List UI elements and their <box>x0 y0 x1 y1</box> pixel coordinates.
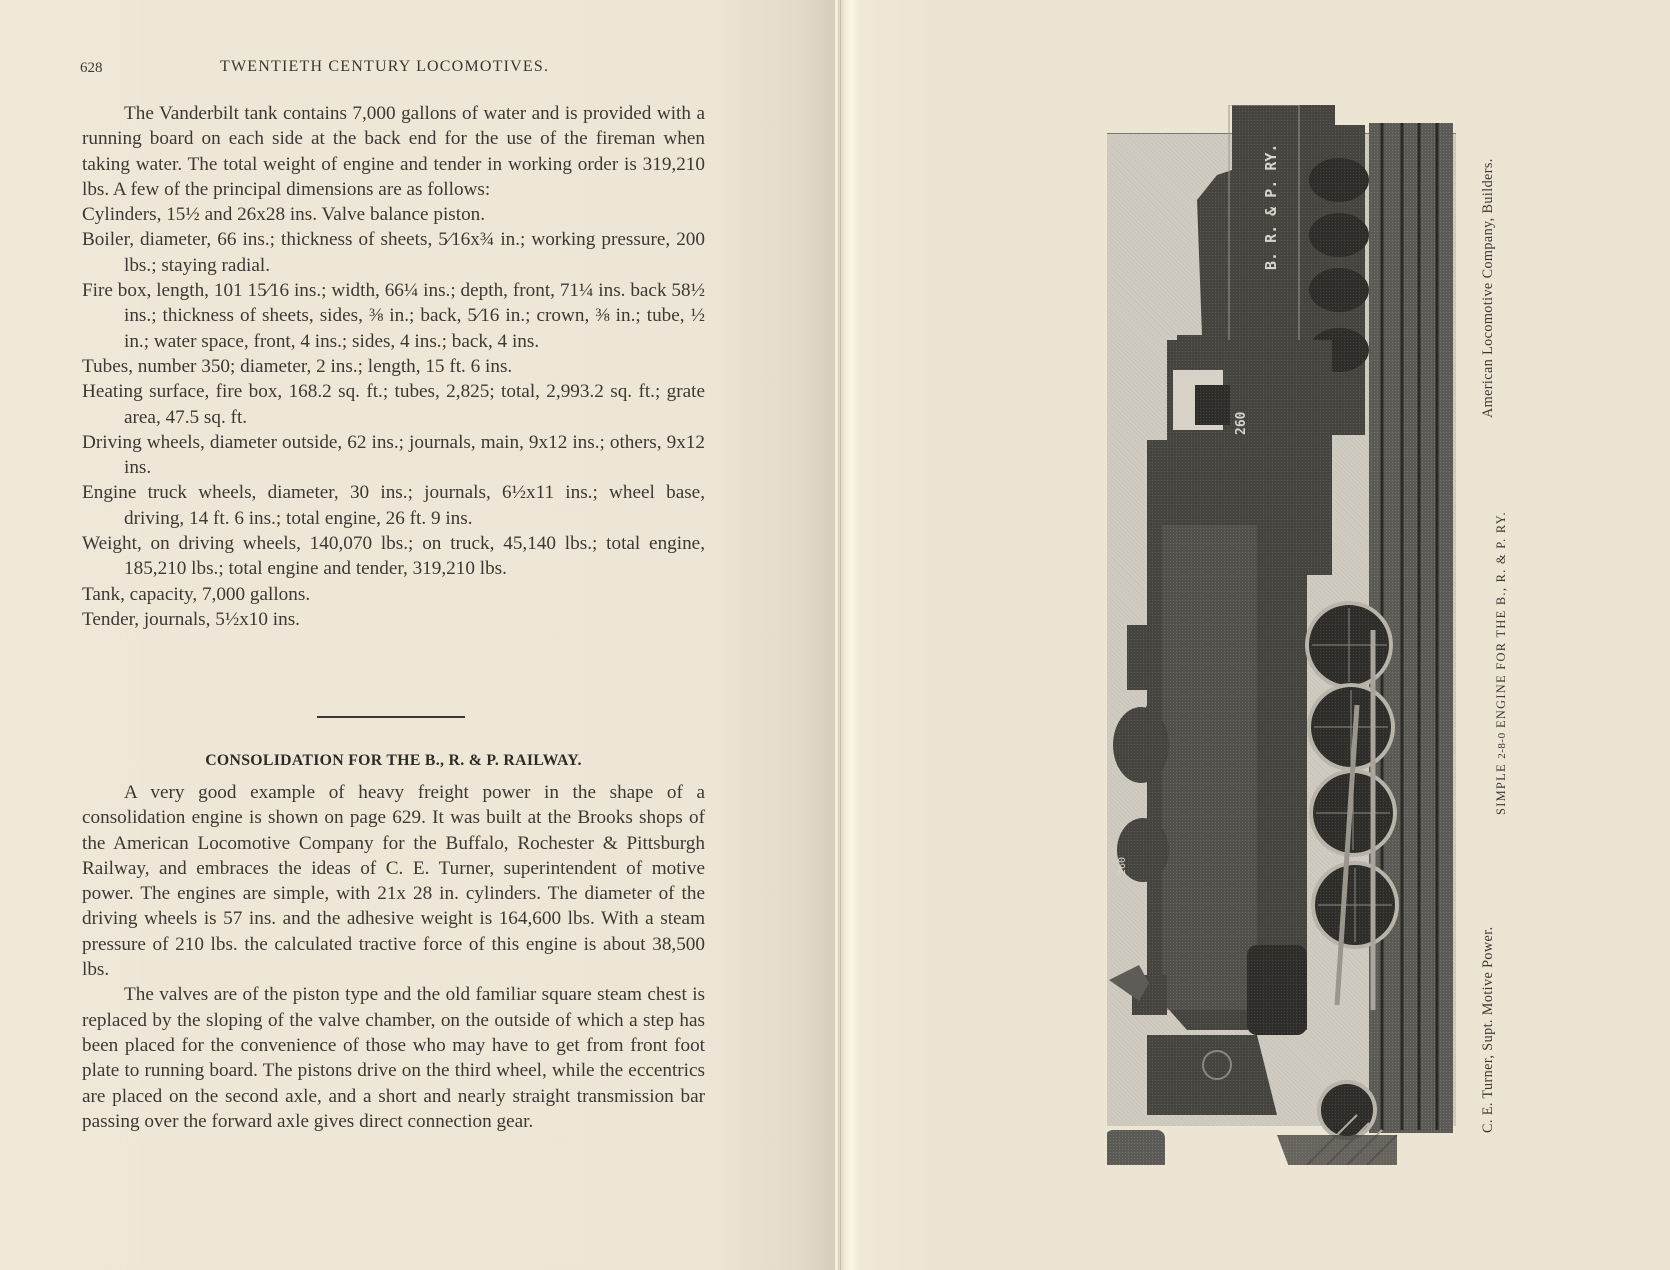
section-heading: CONSOLIDATION FOR THE B., R. & P. RAILWAY. <box>205 752 582 769</box>
book-gutter <box>838 0 862 1270</box>
spec-boiler: Boiler, diameter, 66 ins.; thickness of sheets, 5⁄16x¾ in.; working pressure, 200 lbs.; staying radial. <box>82 229 705 276</box>
locomotive-photo <box>1107 105 1459 1165</box>
spec-driving-wheels: Driving wheels, diameter outside, 62 ins.; journals, main, 9x12 ins.; others, 9x12 ins. <box>82 431 705 479</box>
intro-paragraph: The Vanderbilt tank contains 7,000 gallons of water and is provided with a running board on each side at the back end for the use of the fireman when taking water. The total weight of engine and tender in working order is 319,210 lbs. A few of the principal dimensions are as follows: <box>82 103 705 200</box>
spec-engine-truck-wheels: Engine truck wheels, diameter, 30 ins.; journals, 6½x11 ins.; wheel base, driving, 14 ft. 6 ins.; total engine, 26 ft. 9 ins. <box>82 482 705 529</box>
caption-wheel-arrangement: 2-8-0 <box>1496 732 1508 759</box>
svg-text:260: 260 <box>1234 411 1249 435</box>
caption-title-suffix: ENGINE FOR THE B., R. & P. RY. <box>1494 511 1508 733</box>
spec-fire-box: Fire box, length, 101 15⁄16 ins.; width, 66¼ ins.; depth, front, 71¼ ins. back 58½ ins.; thickness of sheets, sides, ⅜ in.; back, 5⁄16 in.; crown, ⅜ in.; tube, ½ in.; water space, front, 4 ins.; sides, 4 ins.; back, 4 ins. <box>82 280 705 352</box>
spec-tender: Tender, journals, 5½x10 ins. <box>82 608 300 630</box>
section-body <box>82 780 705 1134</box>
svg-text:B. R. & P. RY.: B. R. & P. RY. <box>1262 143 1280 270</box>
running-head <box>80 58 720 82</box>
page-number: 628 <box>80 60 103 76</box>
svg-text:260: 260 <box>1117 856 1128 875</box>
spec-tubes: Tubes, number 350; diameter, 2 ins.; length, 15 ft. 6 ins. <box>82 355 513 377</box>
gutter-crease <box>840 0 841 1270</box>
spec-cylinders: Cylinders, 15½ and 26x28 ins. Valve balance piston. <box>82 204 486 226</box>
specifications-block <box>82 101 705 632</box>
section-divider <box>317 716 465 718</box>
spec-heating-surface: Heating surface, fire box, 168.2 sq. ft.; tubes, 2,825; total, 2,993.2 sq. ft.; grate area, 47.5 sq. ft. <box>82 381 705 428</box>
spec-tank: Tank, capacity, 7,000 gallons. <box>82 583 311 605</box>
locomotive-figure <box>1107 105 1459 1165</box>
tender-lettering <box>1262 144 1280 270</box>
caption-title-prefix: SIMPLE <box>1494 758 1508 815</box>
caption-builder: American Locomotive Company, Builders. <box>1480 158 1496 418</box>
running-title: TWENTIETH CENTURY LOCOMOTIVES. <box>220 58 550 75</box>
spec-weight: Weight, on driving wheels, 140,070 lbs.; on truck, 45,140 lbs.; total engine, 185,210 lbs.; total engine and tender, 319,210 lbs. <box>82 533 705 580</box>
caption-credit: C. E. Turner, Supt. Motive Power. <box>1480 926 1496 1133</box>
section-paragraph: A very good example of heavy freight power in the shape of a consolidation engine is shown on page 629. It was built at the Brooks shops of the American Locomotive Company for the Buffalo, Rochester & Pittsburgh Railway, and embraces the ideas of C. E. Turner, superintendent of motive power. The engines are simple, with 21x 28 in. cylinders. The diameter of the driving wheels is 57 ins. and the adhesive weight is 164,600 lbs. With a steam pressure of 210 lbs. the calculated tractive force of this engine is about 38,500 lbs. <box>82 782 705 981</box>
caption-title <box>1494 511 1509 815</box>
section-paragraph: The valves are of the piston type and the old familiar square steam chest is replaced by the sloping of the valve chamber, on the outside of which a step has been placed for the convenience of those who may have to get from front foot plate to running board. The pistons drive on the third wheel, while the eccentrics are placed on the second axle, and a short and nearly straight transmission bar passing over the forward axle gives direct connection gear. <box>82 984 705 1132</box>
